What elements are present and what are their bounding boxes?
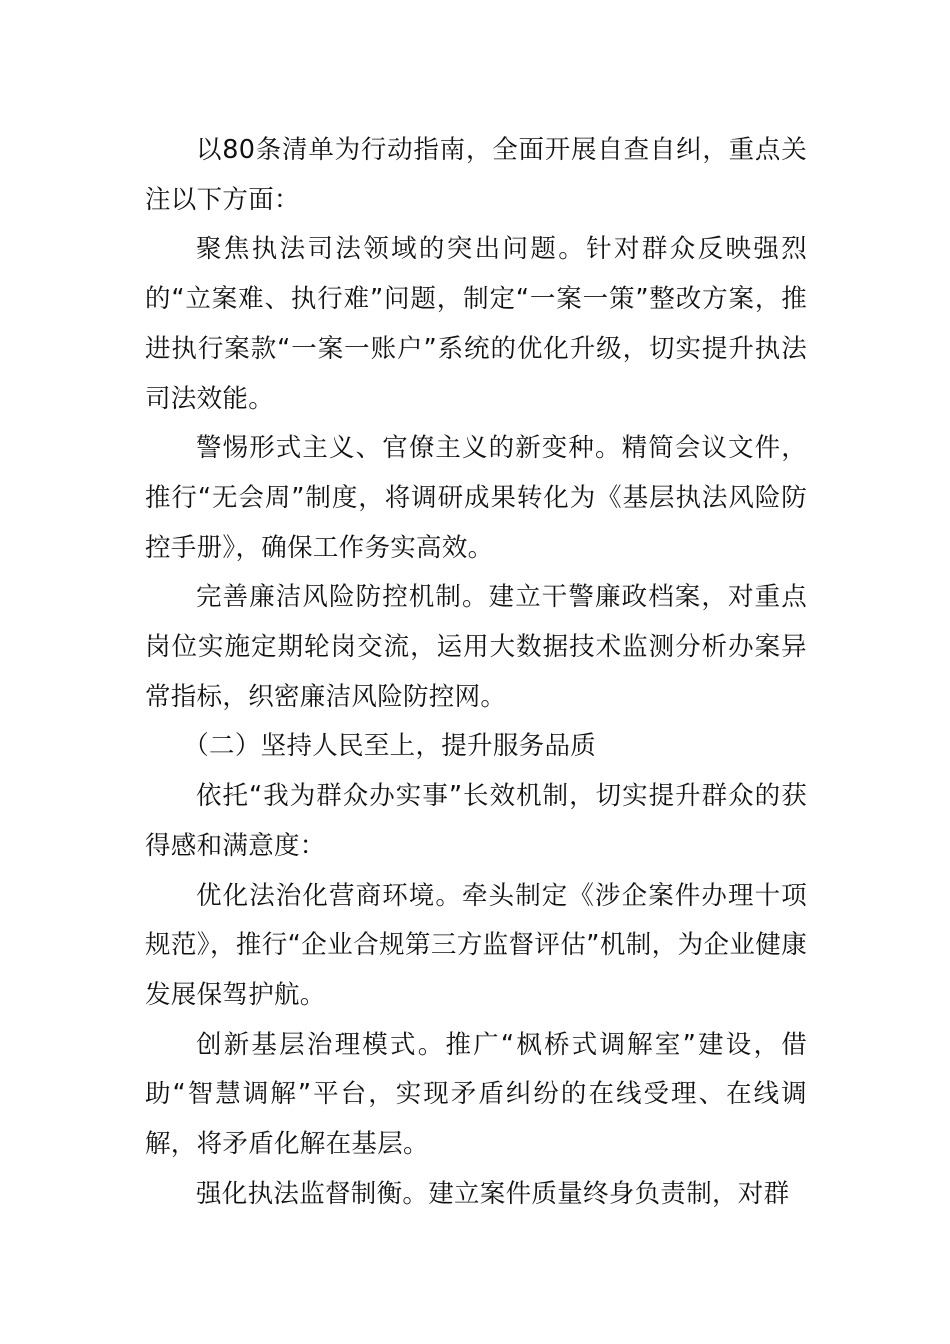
- paragraph-law-enforcement-issues: 聚焦执法司法领域的突出问题。针对群众反映强烈的“立案难、执行难”问题，制定“一案一策”整改方案，推进执行案款“一案一账户”系统的优化升级，切实提升执法司法效能。: [145, 234, 807, 414]
- paragraph-formalism: 警惕形式主义、官僚主义的新变种。精简会议文件，推行“无会周”制度，将调研成果转化为《基层执法风险防控手册》，确保工作务实高效。: [145, 433, 807, 563]
- paragraph-self-inspection: 以80条清单为行动指南，全面开展自查自纠，重点关注以下方面：: [145, 135, 807, 215]
- paragraph-grassroots-governance: 创新基层治理模式。推广“枫桥式调解室”建设，借助“智慧调解”平台，实现矛盾纠纷的在线受理、在线调解，将矛盾化解在基层。: [145, 1029, 807, 1160]
- section-heading-people-first: （二）坚持人民至上，提升服务品质: [183, 731, 597, 762]
- paragraph-integrity-risk: 完善廉洁风险防控机制。建立干警廉政档案，对重点岗位实施定期轮岗交流，运用大数据技术监测分析办案异常指标，织密廉洁风险防控网。: [145, 582, 807, 712]
- paragraph-enforcement-supervision: 强化执法监督制衡。建立案件质量终身负责制，对群: [196, 1178, 790, 1209]
- paragraph-business-environment: 优化法治化营商环境。牵头制定《涉企案件办理十项规范》，推行“企业合规第三方监督评估”机制，为企业健康发展保驾护航。: [145, 880, 807, 1010]
- document-body: [145, 126, 807, 1219]
- paragraph-practical-service: 依托“我为群众办实事”长效机制，切实提升群众的获得感和满意度：: [145, 781, 807, 861]
